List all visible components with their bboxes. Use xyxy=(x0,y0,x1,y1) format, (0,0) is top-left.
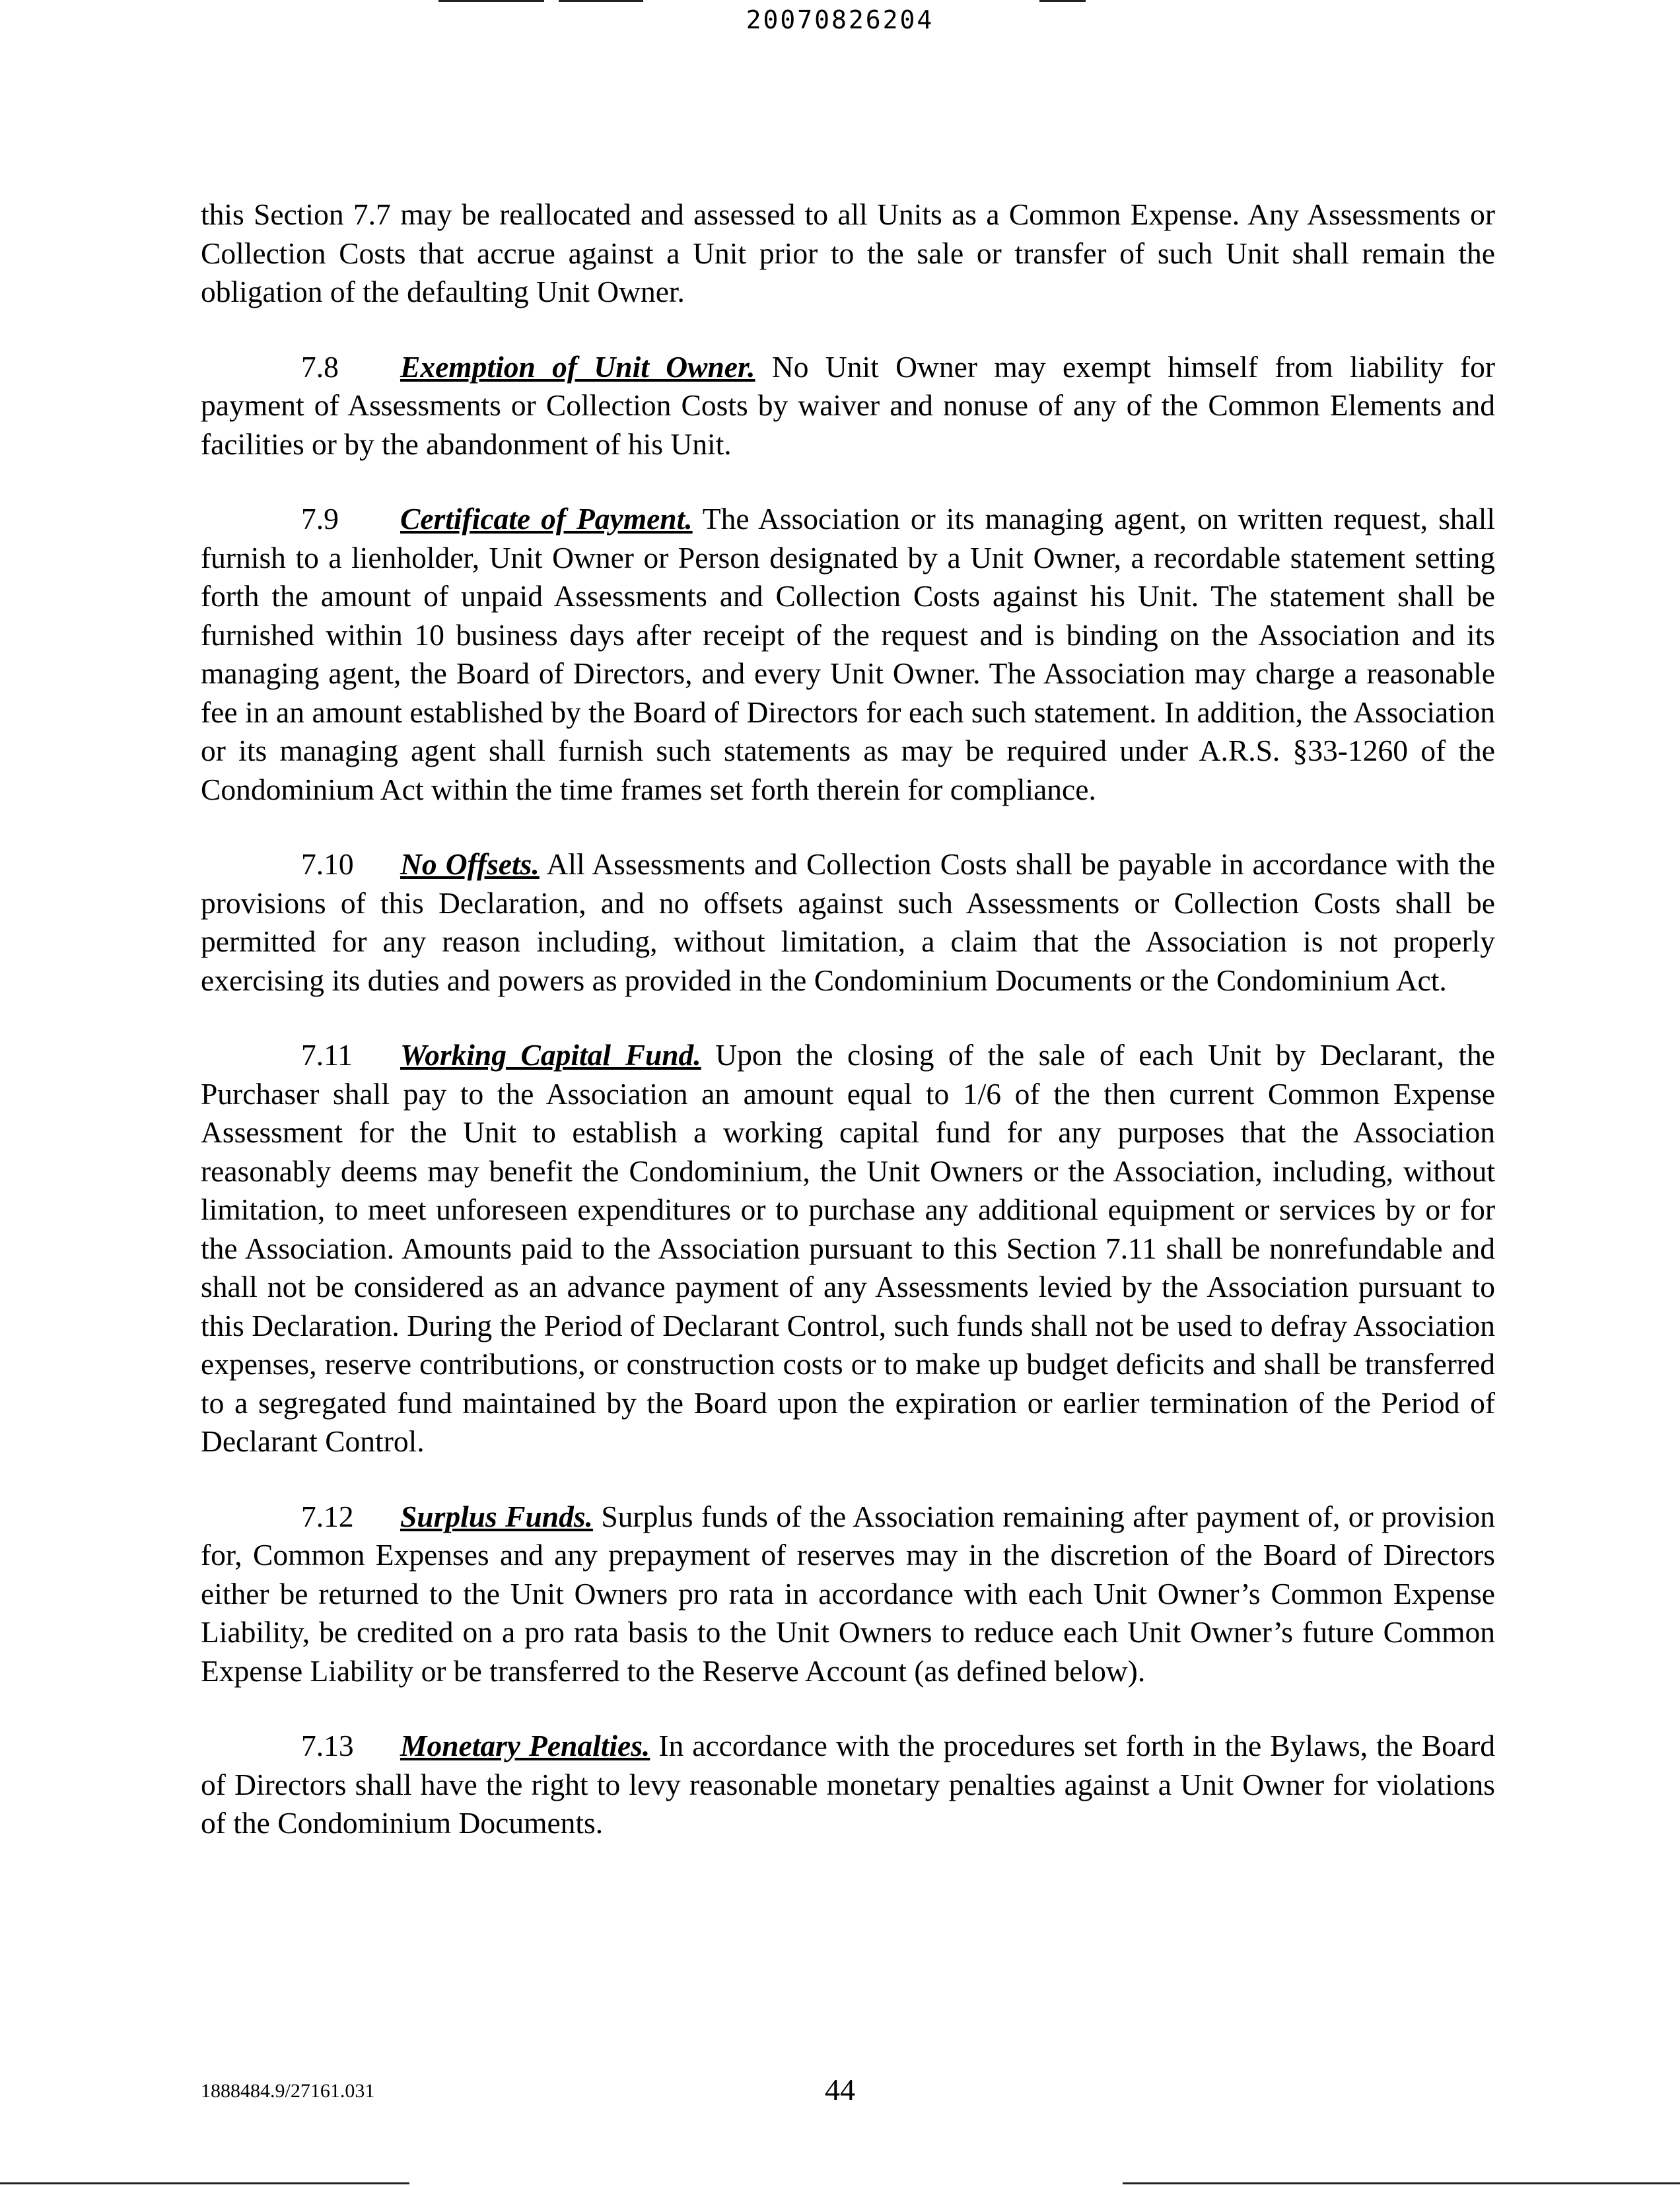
section-title: Monetary Penalties. xyxy=(400,1729,650,1762)
section-number: 7.13 xyxy=(301,1729,354,1762)
section-number: 7.11 xyxy=(301,1038,353,1072)
section-text: All Assessments and Collection Costs shall be payable in accordance with the provisions of this Declaration, and no offsets against such Assessments or Collection Costs shall be permitted for any reason including, without limitation, a claim that the Association is not properly exercising its duties and powers as provided in the Condominium Documents or the Condominium Act. xyxy=(201,847,1495,997)
section-7-13 xyxy=(201,1727,1495,1843)
section-7-8 xyxy=(201,348,1495,464)
section-text: Upon the closing of the sale of each Unit by Declarant, the Purchaser shall pay to the Association an amount equal to 1/6 of the then current Common Expense Assessment for the Unit to establish a working capital fund for any purposes that the Association reasonably deems may benefit the Condominium, the Unit Owners or the Association, including, without limitation, to meet unforeseen expenditures or to purchase any additional equipment or services by or for the Association. Amounts paid to the Association pursuant to this Section 7.11 shall be nonrefundable and shall not be considered as an advance payment of any Assessments levied by the Association pursuant to this Declaration. During the Period of Declarant Control, such funds shall not be used to defray Association expenses, reserve contributions, or construction costs or to make up budget deficits and shall be transferred to a segregated fund maintained by the Board upon the expiration or earlier termination of the Period of Declarant Control. xyxy=(201,1038,1495,1458)
section-title: Exemption of Unit Owner. xyxy=(400,349,755,384)
scan-artifact-top-right xyxy=(1039,0,1086,2)
section-title: Certificate of Payment. xyxy=(400,502,693,536)
section-title: Surplus Funds. xyxy=(400,1499,593,1533)
section-text: Surplus funds of the Association remaining after payment of, or provision for, Common Expenses and any prepayment of reserves may in the discretion of the Board of Directors either be returned to the Unit Owners pro rata in accordance with each Unit Owner’s Common Expense Liability, be credited on a pro rata basis to the Unit Owners to reduce each Unit Owner’s future Common Expense Liability or be transferred to the Reserve Account (as defined below). xyxy=(201,1499,1496,1688)
page-number: 44 xyxy=(825,2073,855,2106)
section-title: Working Capital Fund. xyxy=(400,1038,701,1072)
scan-artifact-top-middle xyxy=(559,0,643,2)
scan-artifact-bottom-left xyxy=(0,2182,409,2184)
section-number: 7.12 xyxy=(301,1499,354,1533)
scan-artifact-top-left xyxy=(438,0,544,2)
section-text: The Association or its managing agent, on written request, shall furnish to a lienholder, Unit Owner or Person designated by a Unit Owner, a recordable statement setting forth the amount of unpaid Assessments and Collection Costs against his Unit. The statement shall be furnished within 10 business days after receipt of the request and is binding on the Association and its managing agent, the Board of Directors, and every Unit Owner. The Association may charge a reasonable fee in an amount established by the Board of Directors for each such statement. In addition, the Association or its managing agent shall furnish such statements as may be required under A.R.S. §33-1260 of the Condominium Act within the time frames set forth therein for compliance. xyxy=(201,502,1495,806)
document-id: 1888484.9/27161.031 xyxy=(201,2080,375,2102)
paragraph-text: this Section 7.7 may be reallocated and assessed to all Units as a Common Expense. Any Assessments or Collection Costs that accrue against a Unit prior to the sale or transfer of such Unit shall remain the obligation of the defaulting Unit Owner. xyxy=(201,197,1495,308)
scan-artifact-bottom-right xyxy=(1123,2182,1680,2184)
section-text: No Unit Owner may exempt himself from liability for payment of Assessments or Collection Costs by waiver and nonuse of any of the Common Elements and facilities or by the abandonment of his Unit. xyxy=(201,349,1495,461)
section-number: 7.8 xyxy=(301,349,339,384)
document-body xyxy=(201,195,1495,1879)
section-number: 7.9 xyxy=(301,502,339,536)
section-7-11 xyxy=(201,1036,1495,1461)
section-7-9 xyxy=(201,500,1495,809)
recording-number: 20070826204 xyxy=(746,5,934,34)
section-7-12 xyxy=(201,1498,1495,1691)
section-number: 7.10 xyxy=(301,847,354,881)
paragraph-continuation xyxy=(201,195,1495,312)
section-text: In accordance with the procedures set forth in the Bylaws, the Board of Directors shall have the right to levy reasonable monetary penalties against a Unit Owner for violations of the Condominium Documents. xyxy=(201,1729,1496,1840)
section-7-10 xyxy=(201,845,1495,1000)
section-title: No Offsets. xyxy=(400,847,540,881)
